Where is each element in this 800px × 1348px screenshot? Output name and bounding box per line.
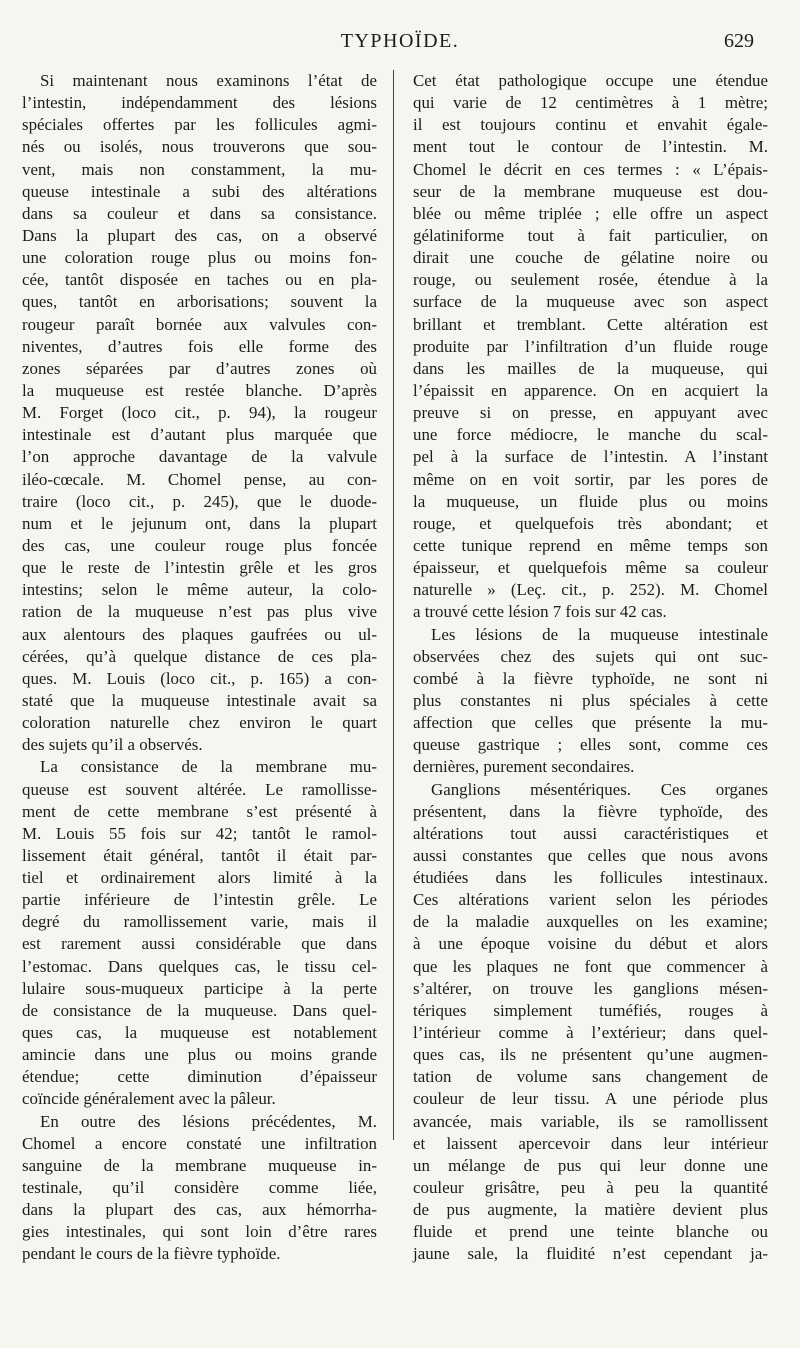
text-line: de pus augmente, la matière devient plus — [413, 1200, 768, 1220]
text-line: cette tunique reprend en même temps son — [413, 535, 768, 555]
text-line: vent, mais non constamment, la mu- — [22, 159, 377, 179]
text-line: avancée, mais variable, ils se ramollissent — [413, 1111, 768, 1131]
text-line: amincie dans une plus ou moins grande — [22, 1045, 377, 1065]
text-line: épaisseur, et quelquefois même sa couleur — [413, 558, 768, 578]
text-line: lissement était général, tantôt il était par- — [22, 845, 377, 865]
text-line: fluide et prend une teinte blanche ou — [413, 1222, 768, 1242]
text-line: aussi constantes que celles que nous avons — [413, 845, 768, 865]
text-line: ques. M. Louis (loco cit., p. 165) a con- — [22, 668, 377, 688]
text-line: l’intérieur comme à l’extérieur; dans quel- — [413, 1023, 768, 1043]
text-line: lulaire sous-muqueux participe à la perte — [22, 978, 377, 998]
text-line: tériques simplement tuméfiés, rouges à — [413, 1000, 768, 1020]
text-line: rouge, et quelquefois très abondant; et — [413, 513, 768, 533]
text-line: Ces altérations varient selon les périodes — [413, 890, 768, 910]
text-line: combé à la fièvre typhoïde, ne sont ni — [413, 668, 768, 688]
right-column — [413, 70, 768, 1266]
page-number: 629 — [724, 30, 754, 52]
column-divider — [393, 70, 394, 1140]
text-line: dans la plupart des cas, aux hémorrha- — [22, 1200, 377, 1220]
text-line: l’intestin, indépendamment des lésions — [22, 93, 377, 113]
text-line: M. Forget (loco cit., p. 94), la rougeur — [22, 403, 377, 423]
text-line: cée, tantôt disposée en taches ou en pla- — [22, 270, 377, 290]
text-line: tation de volume sans changement de — [413, 1067, 768, 1087]
text-line: naturelle » (Leç. cit., p. 252). M. Chomel — [413, 580, 768, 600]
text-line: intestinale est d’autant plus marquée que — [22, 425, 377, 445]
text-line: pel à la surface de l’intestin. A l’instant — [413, 447, 768, 467]
text-line: blée ou même triplée ; elle offre un aspect — [413, 203, 768, 223]
text-line: un mélange de pus qui leur donne une — [413, 1155, 768, 1175]
text-line: queuse est souvent altérée. Le ramollisse- — [22, 779, 377, 799]
text-line: des sujets qu’il a observés. — [22, 735, 203, 755]
text-line: qui varie de 12 centimètres à 1 mètre; — [413, 93, 768, 113]
text-line: Chomel le décrit en ces termes : « L’épais- — [413, 159, 768, 179]
text-line: num et le jejunum ont, dans la plupart — [22, 513, 377, 533]
text-line: queuse gastrique ; elles sont, comme ces — [413, 735, 768, 755]
text-line: preuve si on presse, en appuyant avec — [413, 403, 768, 423]
text-line: l’épaissit en apparence. On en acquiert la — [413, 380, 768, 400]
text-line: degré du ramollissement varie, mais il — [22, 912, 377, 932]
text-line: à une époque voisine du début et alors — [413, 934, 768, 954]
text-line: l’on approche davantage de la valvule — [22, 447, 377, 467]
text-line: En outre des lésions précédentes, M. — [40, 1111, 377, 1131]
text-line: pendant le cours de la fièvre typhoïde. — [22, 1244, 281, 1264]
text-line: traire (loco cit., p. 245), que le duode- — [22, 491, 377, 511]
text-line: a trouvé cette lésion 7 fois sur 42 cas. — [413, 602, 667, 622]
text-line: la muqueuse est restée blanche. D’après — [22, 380, 377, 400]
text-line: étendue; cette diminution d’épaisseur — [22, 1067, 377, 1087]
text-line: spéciales offertes par les follicules agmi- — [22, 115, 377, 135]
running-head — [0, 30, 800, 70]
text-line: Si maintenant nous examinons l’état de — [40, 71, 377, 90]
text-line: est rarement aussi considérable que dans — [22, 934, 377, 954]
text-line: même on en voit sortir, par les pores de — [413, 469, 768, 489]
text-line: jaune sale, la fluidité n’est cependant ja- — [413, 1244, 768, 1264]
text-line: ment tout le contour de l’intestin. M. — [413, 137, 768, 157]
text-line: partie inférieure de l’intestin grêle. Le — [22, 890, 377, 910]
text-line: altérations tout aussi caractéristiques et — [413, 823, 768, 843]
text-line: Dans la plupart des cas, on a observé — [22, 225, 377, 245]
text-line: observées chez des sujets qui ont suc- — [413, 646, 768, 666]
text-line: s’altérer, on trouve les ganglions mésen- — [413, 978, 768, 998]
text-line: coïncide généralement avec la pâleur. — [22, 1089, 276, 1109]
text-line: ques, tantôt en arborisations; souvent la — [22, 292, 377, 312]
text-line: seur de la membrane muqueuse est dou- — [413, 181, 768, 201]
text-line: une force médiocre, le manche du scal- — [413, 425, 768, 445]
text-line: Les lésions de la muqueuse intestinale — [431, 624, 768, 644]
text-line: dans les mailles de la muqueuse, qui — [413, 358, 768, 378]
text-line: iléo-cœcale. M. Chomel pense, au con- — [22, 469, 377, 489]
page-title: TYPHOÏDE. — [340, 30, 460, 52]
text-line: couleur de leur tissu. A une période plus — [413, 1089, 768, 1109]
left-column — [22, 70, 377, 1266]
text-line: Cet état pathologique occupe une étendue — [413, 71, 768, 90]
text-line: sanguine de la membrane muqueuse in- — [22, 1155, 377, 1175]
text-line: affection que celles que présente la mu- — [413, 713, 768, 733]
text-line: dernières, purement secondaires. — [413, 757, 635, 777]
text-line: dans sa couleur et dans sa consistance. — [22, 203, 377, 223]
text-line: ration de la muqueuse n’est pas plus vive — [22, 602, 377, 622]
text-line: zones séparées par d’autres zones où — [22, 358, 377, 378]
text-line: ment de cette membrane s’est présenté à — [22, 801, 377, 821]
text-line: produite par l’infiltration d’un fluide rouge — [413, 336, 768, 356]
text-line: la muqueuse, un fluide plus ou moins — [413, 491, 768, 511]
text-line: dirait une couche de gélatine noire ou — [413, 248, 768, 268]
text-line: Ganglions mésentériques. Ces organes — [431, 779, 768, 799]
text-line: que le reste de l’intestin grêle et les gros — [22, 558, 377, 578]
text-line: nés ou isolés, nous trouverons que sou- — [22, 137, 377, 157]
text-line: de la maladie auxquelles on les examine; — [413, 912, 768, 932]
text-line: plus constantes ni plus spéciales à cette — [413, 690, 768, 710]
text-line: surface de la muqueuse avec son aspect — [413, 292, 768, 312]
text-line: rougeur paraît bornée aux valvules con- — [22, 314, 377, 334]
text-line: cérées, qu’à quelque distance de ces pla- — [22, 646, 377, 666]
text-line: rouge, ou seulement rosée, étendue à la — [413, 270, 768, 290]
text-line: il est toujours continu et envahit égale- — [413, 115, 768, 135]
text-line: l’estomac. Dans quelques cas, le tissu cel- — [22, 956, 377, 976]
text-line: présentent, dans la fièvre typhoïde, des — [413, 801, 768, 821]
text-line: brillant et tremblant. Cette altération est — [413, 314, 768, 334]
text-line: La consistance de la membrane mu- — [40, 757, 377, 777]
text-line: aux alentours des plaques gaufrées ou ul- — [22, 624, 377, 644]
text-line: couleur grisâtre, peu à peu la quantité — [413, 1178, 768, 1198]
text-line: gies intestinales, qui sont loin d’être rares — [22, 1222, 377, 1242]
text-line: coloration naturelle chez environ le quart — [22, 713, 377, 733]
text-line: ques cas, la muqueuse est notablement — [22, 1023, 377, 1043]
text-line: queuse intestinale a subi des altérations — [22, 181, 377, 201]
text-line: étudiées dans les follicules intestinaux. — [413, 868, 768, 888]
text-line: une coloration rouge plus ou moins fon- — [22, 248, 377, 268]
text-line: M. Louis 55 fois sur 42; tantôt le ramol- — [22, 823, 377, 843]
text-line: testinale, qu’il considère comme liée, — [22, 1178, 377, 1198]
text-line: ques cas, ils ne présentent qu’une augmen- — [413, 1045, 768, 1065]
text-line: intestins; selon le même auteur, la colo- — [22, 580, 377, 600]
text-line: Chomel a encore constaté une infiltration — [22, 1133, 377, 1153]
text-line: et laissent apercevoir dans leur intérieur — [413, 1133, 768, 1153]
text-line: niventes, d’autres fois elle forme des — [22, 336, 377, 356]
text-line: que les plaques ne font que commencer à — [413, 956, 768, 976]
text-line: staté que la muqueuse intestinale avait sa — [22, 690, 377, 710]
text-line: gélatiniforme tout à fait particulier, on — [413, 225, 768, 245]
text-line: des cas, une couleur rouge plus foncée — [22, 535, 377, 555]
text-line: de consistance de la muqueuse. Dans quel- — [22, 1000, 377, 1020]
text-line: tiel et ordinairement alors limité à la — [22, 868, 377, 888]
